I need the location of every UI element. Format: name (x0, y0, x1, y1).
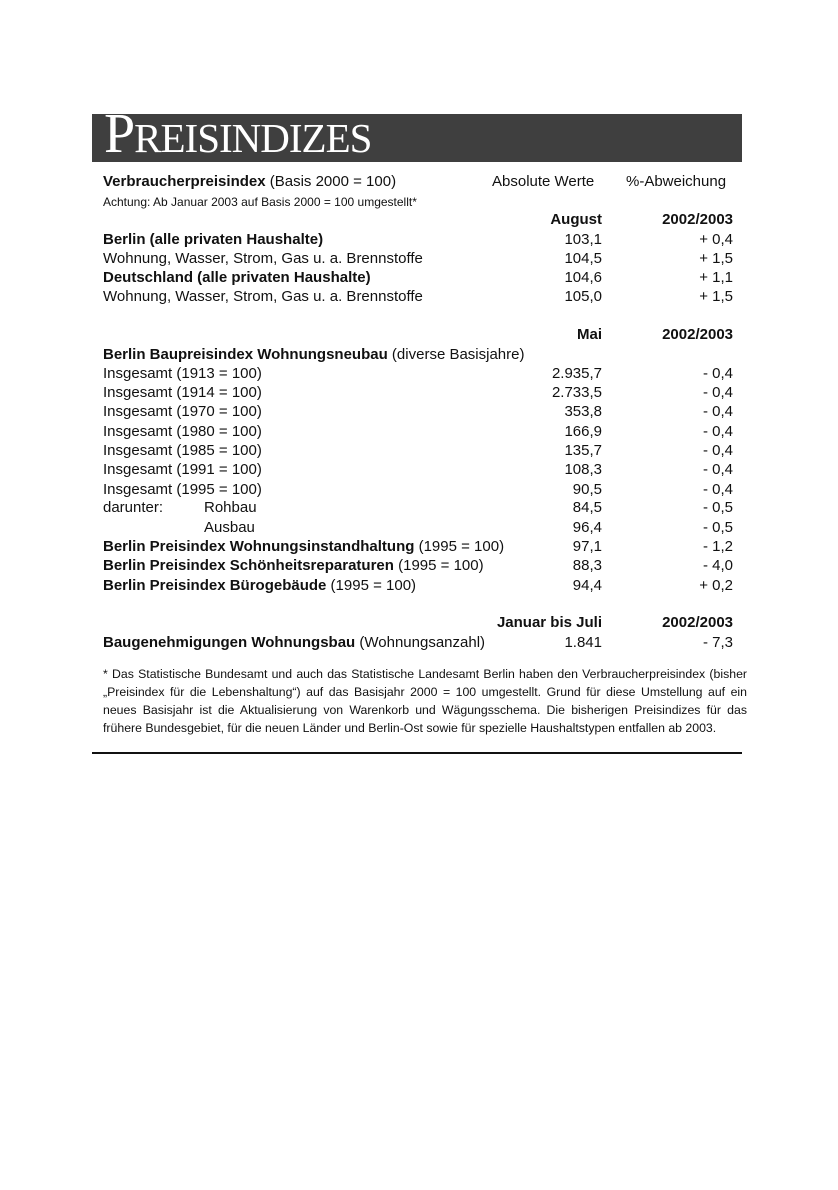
table-row: Insgesamt (1980 = 100) 166,9 - 0,4 (103, 423, 733, 440)
cpi-heading: Verbraucherpreisindex (103, 173, 266, 190)
section3-compare: 2002/2003 (662, 614, 733, 631)
footnote: * Das Statistische Bundesamt und auch das Statistische Landesamt Berlin haben den Verbraucherpreisindex (bisher „Preisindex für die Lebenshaltung“) auf das Basisjahr 2000 = 100 umgestellt. Grund für diese Umstellung auf ein neues Basisjahr ist die Aktualisierung von Warenkorb und Wägungsschema. Die bisherigen Preisindizes für das frühere Bundesgebiet, für die neuen Länder und Berlin-Ost sowie für spezielle Haushaltstypen entfallen ab 2003. (103, 667, 747, 735)
table-row: Wohnung, Wasser, Strom, Gas u. a. Brennstoffe 104,5 + 1,5 (103, 250, 733, 267)
cpi-basis: (Basis 2000 = 100) (265, 173, 397, 190)
page-title-rest: REISINDIZES (134, 115, 372, 161)
table-row: Insgesamt (1991 = 100) 108,3 - 0,4 (103, 461, 733, 478)
table-row: Berlin (alle privaten Haushalte) 103,1 + 0,4 (103, 231, 733, 248)
section2-period: Mai (576, 326, 602, 343)
section3-period: Januar bis Juli (496, 614, 602, 631)
section1-period-row (103, 210, 733, 229)
section1-compare: 2002/2003 (662, 211, 733, 228)
section2-period-row (103, 325, 733, 344)
table-row: Berlin Preisindex Bürogebäude (1995 = 100) 94,4 + 0,2 (103, 577, 733, 594)
section2-compare: 2002/2003 (662, 326, 733, 343)
darunter-label: darunter: (103, 499, 164, 516)
table-row: Deutschland (alle privaten Haushalte) 104,6 + 1,1 (103, 269, 733, 286)
cpi-note: Achtung: Ab Januar 2003 auf Basis 2000 = 100 umgestellt* (103, 195, 417, 209)
table-row: Insgesamt (1914 = 100) 2.733,5 - 0,4 (103, 384, 733, 401)
table-row: darunter: Rohbau 84,5 - 0,5 (103, 499, 733, 516)
table-row: Baugenehmigungen Wohnungsbau (Wohnungsanzahl) 1.841 - 7,3 (103, 634, 733, 651)
table-row: Insgesamt (1913 = 100) 2.935,7 - 0,4 (103, 365, 733, 382)
table-row: Insgesamt (1970 = 100) 353,8 - 0,4 (103, 403, 733, 420)
page-title-initial: P (104, 103, 135, 165)
table-row: Berlin Preisindex Schönheitsreparaturen (1995 = 100) 88,3 - 4,0 (103, 557, 733, 574)
section3-period-row (103, 613, 733, 632)
column-absolute-values: Absolute Werte (492, 173, 595, 190)
column-percent-deviation: %-Abweichung (626, 173, 727, 190)
table-row: Wohnung, Wasser, Strom, Gas u. a. Brennstoffe 105,0 + 1,5 (103, 288, 733, 305)
cpi-header-row (103, 172, 733, 191)
page-title (104, 104, 371, 168)
table-row: Ausbau 96,4 - 0,5 (204, 519, 733, 536)
table-row: Insgesamt (1995 = 100) 90,5 - 0,4 (103, 481, 733, 498)
table-row: Berlin Preisindex Wohnungsinstandhaltung (1995 = 100) 97,1 - 1,2 (103, 538, 733, 555)
table-row: Insgesamt (1985 = 100) 135,7 - 0,4 (103, 442, 733, 459)
section2-heading: Berlin Baupreisindex Wohnungsneubau (diverse Basisjahre) (103, 346, 525, 363)
bottom-rule (92, 752, 742, 754)
section1-period: August (550, 211, 602, 228)
